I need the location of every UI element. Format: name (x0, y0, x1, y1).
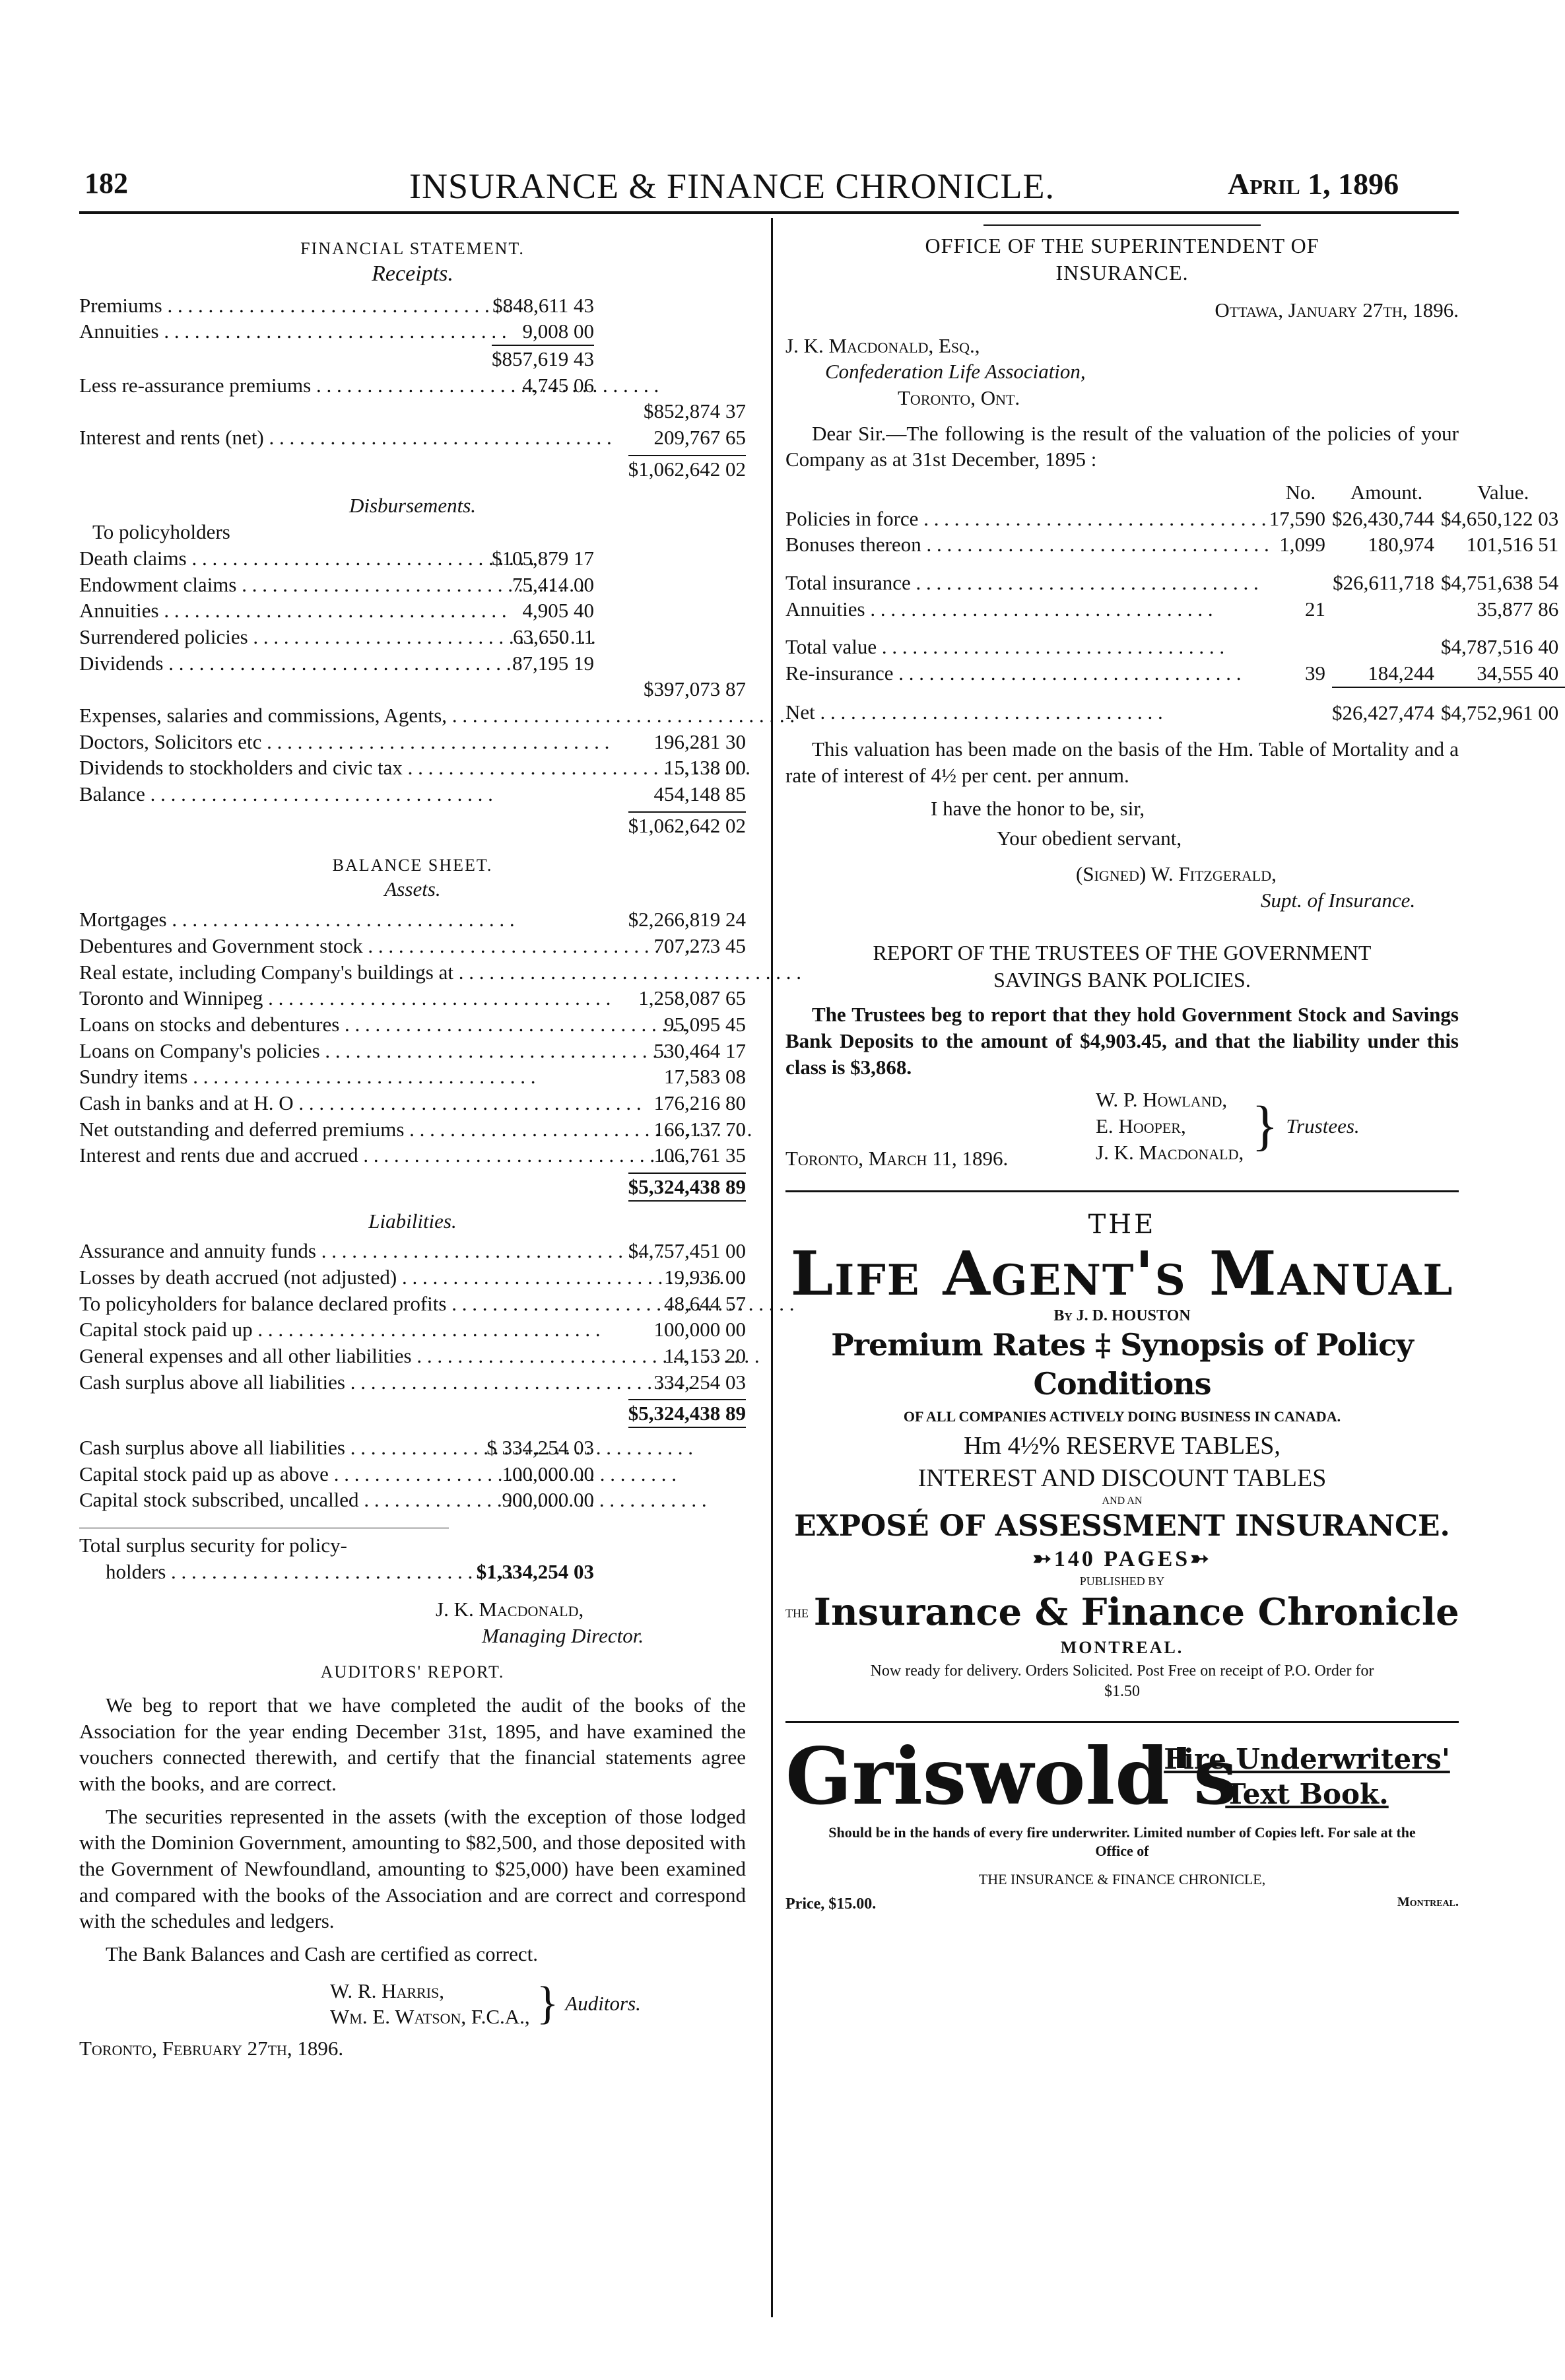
liability-amount: 19,936 00 (664, 1265, 746, 1289)
other-disbursement-amount: 15,138 00 (664, 756, 746, 780)
asset-row (79, 1064, 746, 1090)
total-surplus-label-1: Total surplus security for policy- (79, 1528, 449, 1559)
assets-total-row (79, 1173, 746, 1202)
receipts-total-row (79, 455, 746, 483)
trustees-title-2: SAVINGS BANK POLICIES. (993, 968, 1251, 992)
receipts-subtotal: $857,619 43 (492, 345, 594, 372)
net-premiums-row (79, 398, 746, 425)
receipts-heading: Receipts. (372, 261, 453, 287)
superintendent-title: Supt. of Insurance. (1261, 888, 1416, 912)
page-number: 182 (84, 167, 128, 199)
liability-label: To policyholders for balance declared profits . . . (79, 1291, 601, 1317)
managing-director-title: Managing Director. (482, 1623, 644, 1647)
page-header (0, 0, 1530, 224)
liability-row (79, 1264, 746, 1291)
griswold-sub-2: Text Book. (1225, 1778, 1389, 1811)
valuation-row (785, 506, 1565, 532)
other-disbursement-amount: 454,148 85 (653, 782, 746, 805)
office-association: Confederation Life Association, (825, 360, 1086, 384)
receipt-label: Annuities . . . (79, 318, 449, 345)
asset-amount: 17,583 08 (664, 1065, 746, 1089)
surplus-item-row (79, 1435, 746, 1461)
valuation-no (1269, 558, 1332, 596)
ad-publisher-the: THE (785, 1606, 809, 1620)
disbursement-row (79, 545, 746, 572)
receipts-list (79, 292, 746, 345)
ad-line-interest: INTEREST AND DISCOUNT TABLES (917, 1464, 1327, 1492)
managing-director-signer: J. K. Macdonald, (436, 1598, 584, 1621)
valuation-row (785, 660, 1565, 687)
griswold-line-1: Should be in the hands of every fire underwriter. Limited number of Copies left. For sale at the Office of (828, 1824, 1416, 1860)
assets-heading: Assets. (384, 877, 441, 901)
ad-separator-2 (785, 1721, 1459, 1723)
disbursement-amount: 87,195 19 (512, 651, 594, 675)
asset-row (79, 1090, 746, 1116)
ad-line-premium-rates: Premium Rates ‡ Synopsis of Policy Conditions (831, 1327, 1413, 1402)
disbursement-label: Dividends . . . (79, 650, 449, 677)
valuation-no (1269, 687, 1332, 726)
financial-statement-title: FINANCIAL STATEMENT. (300, 239, 525, 258)
disbursements-total: $1,062,642 02 (628, 811, 746, 839)
closing-line-1: I have the honor to be, sir, (931, 796, 1145, 820)
valuation-amount: $26,611,718 (1333, 570, 1435, 594)
other-disbursement-label: Doctors, Solicitors etc . . . (79, 729, 601, 755)
liability-row (79, 1369, 746, 1396)
valuation-row (785, 687, 1565, 726)
life-agents-manual-ad (785, 1208, 1459, 1701)
auditor-signer-1: W. R. Harris, (330, 1979, 445, 2002)
ad-publisher-name: Insurance & Finance Chronicle (813, 1590, 1459, 1634)
receipt-label: Premiums . . . (79, 292, 449, 319)
surplus-list (79, 1435, 746, 1513)
disbursement-amount: 4,905 40 (522, 599, 594, 623)
valuation-no: 17,590 (1269, 506, 1326, 530)
disbursements-total-row (79, 811, 746, 839)
header-rule (79, 211, 1459, 214)
valuation-value: 35,877 86 (1477, 597, 1559, 621)
asset-amount: $2,266,819 24 (628, 908, 746, 932)
ad-line-companies: OF ALL COMPANIES ACTIVELY DOING BUSINESS IN CANADA. (903, 1408, 1341, 1425)
liability-amount: 334,254 03 (653, 1370, 746, 1394)
ad-line-and-an: AND AN (1102, 1495, 1143, 1507)
trustees-body: The Trustees beg to report that they hold Government Stock and Savings Bank Deposits to the amount of $4,903.45, and that the liability under this class is $3,868. (785, 1003, 1459, 1079)
brace: } (1251, 1095, 1279, 1157)
valuation-row (785, 622, 1565, 660)
balance-sheet-title: BALANCE SHEET. (332, 856, 493, 875)
liability-amount: 100,000 00 (653, 1318, 746, 1342)
surplus-item-label: Cash surplus above all liabilities . . . (79, 1435, 449, 1461)
less-reassurance-row (79, 372, 746, 399)
asset-label: Loans on Company's policies . . . (79, 1038, 601, 1064)
valuation-amount: $26,427,474 (1332, 687, 1441, 726)
auditors-para-2: The securities represented in the assets (with the exception of those lodged with the Dominion Government, amounting to $82,500, and those deposited with the Government of Newfoundland, amounting to $25,000) have been examined and compared with the books of the Association and are correct and correspond with the schedules and ledgers. (79, 1804, 746, 1933)
valuation-amount (1332, 622, 1441, 660)
surplus-item-row (79, 1487, 746, 1513)
griswold-sub-1: Fire Underwriters' (1164, 1742, 1450, 1775)
griswold-line-2: THE INSURANCE & FINANCE CHRONICLE, (978, 1870, 1266, 1887)
trustees-title-1: REPORT OF THE TRUSTEES OF THE GOVERNMENT (873, 941, 1372, 965)
asset-label: Sundry items . . . (79, 1064, 601, 1090)
ad-line-reserve: Hm 4½% RESERVE TABLES, (964, 1432, 1281, 1460)
office-title-1: OFFICE OF THE SUPERINTENDENT OF (925, 234, 1319, 257)
total-surplus-label-2: holders . . . (79, 1559, 383, 1585)
other-disbursement-row (79, 729, 746, 755)
valuation-amount: $26,430,744 (1332, 506, 1435, 530)
other-disbursement-row (79, 702, 746, 729)
trustees-role: Trustees. (1286, 1114, 1360, 1138)
other-disbursement-row (79, 781, 746, 807)
valuation-no: 39 (1305, 661, 1326, 685)
valuation-label: Net . . . (785, 687, 1269, 726)
office-dateline: Ottawa, January 27th, 1896. (1215, 298, 1459, 322)
griswold-city: Montreal. (1397, 1894, 1459, 1909)
liability-row (79, 1291, 746, 1317)
liability-row (79, 1238, 746, 1264)
other-disbursement-label: Dividends to stockholders and civic tax . . . (79, 755, 601, 781)
surplus-item-row (79, 1461, 746, 1487)
ad-manual-title: Life Agent's Manual (790, 1238, 1454, 1310)
auditor-signer-2: Wm. E. Watson, F.C.A., (330, 2005, 530, 2029)
right-column (785, 224, 1559, 1915)
asset-amount: 707,273 45 (653, 934, 746, 957)
asset-amount: 530,464 17 (653, 1038, 746, 1062)
griswold-title-row (785, 1730, 1459, 1823)
asset-amount: 176,216 80 (653, 1091, 746, 1114)
asset-amount: 166,137 70 (653, 1117, 746, 1141)
disbursement-row (79, 572, 746, 598)
valuation-basis: This valuation has been made on the basis of the Hm. Table of Mortality and a rate of interest of 4½ per cent. per annum. (785, 737, 1459, 787)
liability-label: General expenses and all other liabilities . . . (79, 1343, 601, 1369)
disbursement-amount: 63,650 11 (513, 625, 594, 648)
valuation-value: 34,555 40 (1477, 661, 1559, 685)
assets-list (79, 906, 746, 1169)
ad-author: By J. D. HOUSTON (1053, 1307, 1191, 1324)
receipt-row (79, 292, 746, 319)
disbursement-label: Annuities . . . (79, 597, 449, 624)
ad-order-info: Now ready for delivery. Orders Solicited. Post Free on receipt of P.O. Order for $1.50 (870, 1662, 1374, 1700)
valuation-no: 21 (1305, 597, 1326, 621)
asset-row (79, 1038, 746, 1064)
asset-row (79, 906, 746, 933)
less-reassurance-label: Less re-assurance premiums . . . (79, 372, 449, 399)
liability-label: Capital stock paid up . . . (79, 1316, 601, 1343)
valuation-label: Total value . . . (785, 622, 1269, 660)
asset-label: Cash in banks and at H. O . . . (79, 1090, 601, 1116)
disbursement-row (79, 597, 746, 624)
valuation-row (785, 531, 1565, 558)
griswold-ad (785, 1730, 1459, 1914)
disbursements-subtotal-row (79, 676, 746, 702)
interest-row (79, 425, 746, 451)
griswold-price: Price, $15.00. (785, 1895, 877, 1913)
disbursement-label: Death claims . . . (79, 545, 449, 572)
receipt-row (79, 318, 746, 345)
office-addressee: J. K. Macdonald, Esq., (785, 333, 980, 357)
superintendent-signature: (Signed) W. Fitzgerald, (1076, 862, 1277, 885)
valuation-table (785, 479, 1565, 726)
asset-row (79, 1142, 746, 1169)
valuation-label: Bonuses thereon . . . (785, 531, 1269, 558)
office-city: Toronto, Ont. (898, 386, 1020, 409)
asset-amount: 95,095 45 (664, 1012, 746, 1036)
left-column (79, 238, 746, 2062)
to-policyholders: To policyholders (92, 520, 230, 544)
total-surplus-row (79, 1559, 746, 1585)
liabilities-heading: Liabilities. (368, 1209, 457, 1233)
auditors-signature-block (330, 1978, 746, 2030)
asset-row (79, 933, 746, 959)
other-disbursements-list (79, 702, 746, 807)
disbursement-label: Surrendered policies . . . (79, 624, 449, 650)
ad-publisher-city: MONTREAL. (1060, 1637, 1184, 1657)
trustee-name: E. Hooper, (1096, 1114, 1186, 1138)
valuation-label: Re-insurance . . . (785, 660, 1269, 687)
liabilities-list (79, 1238, 746, 1395)
valuation-row (785, 596, 1565, 623)
auditors-para-3: The Bank Balances and Cash are certified as correct. (106, 1942, 538, 1965)
disbursement-row (79, 650, 746, 677)
ad-the: THE (1088, 1209, 1156, 1240)
valuation-label: Policies in force . . . (785, 506, 1269, 532)
header-value: Value. (1477, 480, 1529, 504)
asset-label: Real estate, including Company's buildings at . . . (79, 959, 601, 986)
asset-label: Net outstanding and deferred premiums . . . (79, 1116, 601, 1143)
asset-label: Debentures and Government stock . . . (79, 933, 601, 959)
valuation-value: $4,787,516 40 (1441, 635, 1559, 659)
other-disbursement-label: Balance . . . (79, 781, 601, 807)
asset-row (79, 1011, 746, 1038)
brace: } (536, 1978, 559, 2029)
receipt-amount: 9,008 00 (522, 320, 594, 343)
auditors-para-1: We beg to report that we have completed the audit of the books of the Association for the year ending December 31st, 1895, and have examined the vouchers connected therewith, and certify that the financial statements agree with the books, and are correct. (79, 1693, 746, 1795)
auditors-place-date: Toronto, February 27th, 1896. (79, 2036, 344, 2060)
disbursement-label: Endowment claims . . . (79, 572, 449, 598)
publication-title: INSURANCE & FINANCE CHRONICLE. (409, 166, 1055, 206)
other-disbursement-row (79, 755, 746, 781)
trustee-name: W. P. Howland, (1096, 1088, 1228, 1112)
griswold-name: Griswold's (785, 1730, 1238, 1823)
surplus-item-amount: 100,000 00 (502, 1462, 594, 1485)
liability-row (79, 1343, 746, 1369)
liability-label: Cash surplus above all liabilities . . . (79, 1369, 601, 1396)
asset-label: Loans on stocks and debentures . . . (79, 1011, 601, 1038)
surplus-item-amount: $ 334,254 03 (486, 1435, 594, 1459)
other-disbursement-amount: 196,281 30 (653, 730, 746, 753)
disbursements-subtotal: $397,073 87 (644, 677, 746, 701)
total-surplus-amount: $1,334,254 03 (476, 1559, 594, 1583)
auditors-role: Auditors. (565, 1992, 641, 2016)
griswold-price-row (785, 1894, 1459, 1915)
asset-row (79, 985, 746, 1011)
ad-line-expose: EXPOSÉ OF ASSESSMENT INSURANCE. (794, 1509, 1450, 1544)
auditors-report-title: AUDITORS' REPORT. (320, 1662, 505, 1682)
ad-line-pages: ➳140 PAGES➳ (1032, 1547, 1212, 1572)
valuation-value: $4,650,122 03 (1441, 506, 1559, 530)
receipts-total: $1,062,642 02 (628, 455, 746, 483)
other-disbursement-label: Expenses, salaries and commissions, Agents, . . . (79, 702, 601, 729)
liability-amount: $4,757,451 00 (628, 1239, 746, 1263)
header-no: No. (1285, 480, 1316, 504)
asset-label: Mortgages . . . (79, 906, 601, 933)
header-amount: Amount. (1350, 480, 1423, 504)
issue-date: April 1, 1896 (1228, 167, 1399, 201)
closing-line-2: Your obedient servant, (997, 827, 1182, 850)
liabilities-total-row (79, 1399, 746, 1428)
liability-amount: 14,153 20 (664, 1343, 746, 1367)
surplus-item-amount: 900,000 00 (502, 1488, 594, 1512)
receipt-amount: $848,611 43 (492, 293, 594, 317)
liability-row (79, 1316, 746, 1343)
disbursement-amount: 75,414 00 (512, 572, 594, 596)
valuation-value: $4,751,638 54 (1441, 570, 1559, 594)
asset-label: Toronto and Winnipeg . . . (79, 985, 601, 1011)
valuation-amount: 184,244 (1368, 661, 1435, 685)
valuation-row (785, 558, 1565, 596)
valuation-amount (1332, 596, 1441, 623)
liability-label: Losses by death accrued (not adjusted) . . . (79, 1264, 601, 1291)
disbursements-list (79, 545, 746, 676)
interest-amount: 209,767 65 (653, 426, 746, 450)
trustee-name: J. K. Macdonald, (1096, 1140, 1244, 1164)
valuation-no: 1,099 (1279, 533, 1326, 557)
valuation-label: Annuities . . . (785, 596, 1269, 623)
disbursements-heading: Disbursements. (349, 494, 477, 518)
valuation-header-row (785, 479, 1565, 506)
trustees-place-date: Toronto, March 11, 1896. (785, 1147, 1009, 1171)
assets-total: $5,324,438 89 (628, 1173, 746, 1202)
interest-label: Interest and rents (net) . . . (79, 425, 594, 451)
liability-amount: 48,644 57 (664, 1291, 746, 1315)
asset-label: Interest and rents due and accrued . . . (79, 1142, 601, 1169)
office-intro: Dear Sir.—The following is the result of the valuation of the policies of your Company as at 31st December, 1895 : (785, 421, 1459, 471)
disbursement-row (79, 624, 746, 650)
less-reassurance-amount: 4,745 06 (522, 373, 594, 397)
ad-separator-1 (785, 1190, 1459, 1192)
surplus-item-label: Capital stock subscribed, uncalled . . . (79, 1487, 449, 1513)
disbursement-amount: $105,879 17 (492, 546, 594, 570)
liabilities-total: $5,324,438 89 (628, 1399, 746, 1428)
net-premiums: $852,874 37 (644, 399, 746, 423)
valuation-no (1269, 622, 1332, 660)
valuation-value: $4,752,961 00 (1441, 687, 1565, 726)
asset-amount (607, 959, 746, 986)
ad-publisher-row (785, 1589, 1459, 1637)
valuation-amount: 180,974 (1368, 533, 1435, 557)
liability-label: Assurance and annuity funds . . . (79, 1238, 601, 1264)
ad-line-published-by: PUBLISHED BY (1079, 1574, 1165, 1588)
column-divider (771, 218, 773, 2317)
asset-row (79, 959, 746, 986)
valuation-label: Total insurance . . . (785, 558, 1269, 596)
asset-amount: 1,258,087 65 (638, 986, 746, 1010)
asset-row (79, 1116, 746, 1143)
valuation-value: 101,516 51 (1466, 533, 1559, 557)
surplus-item-label: Capital stock paid up as above . . . (79, 1461, 449, 1487)
other-disbursement-amount (607, 702, 746, 729)
office-top-rule (983, 224, 1261, 226)
receipts-subtotal-row (79, 345, 746, 372)
office-title-2: INSURANCE. (1055, 260, 1189, 285)
asset-amount: 106,761 35 (653, 1143, 746, 1167)
